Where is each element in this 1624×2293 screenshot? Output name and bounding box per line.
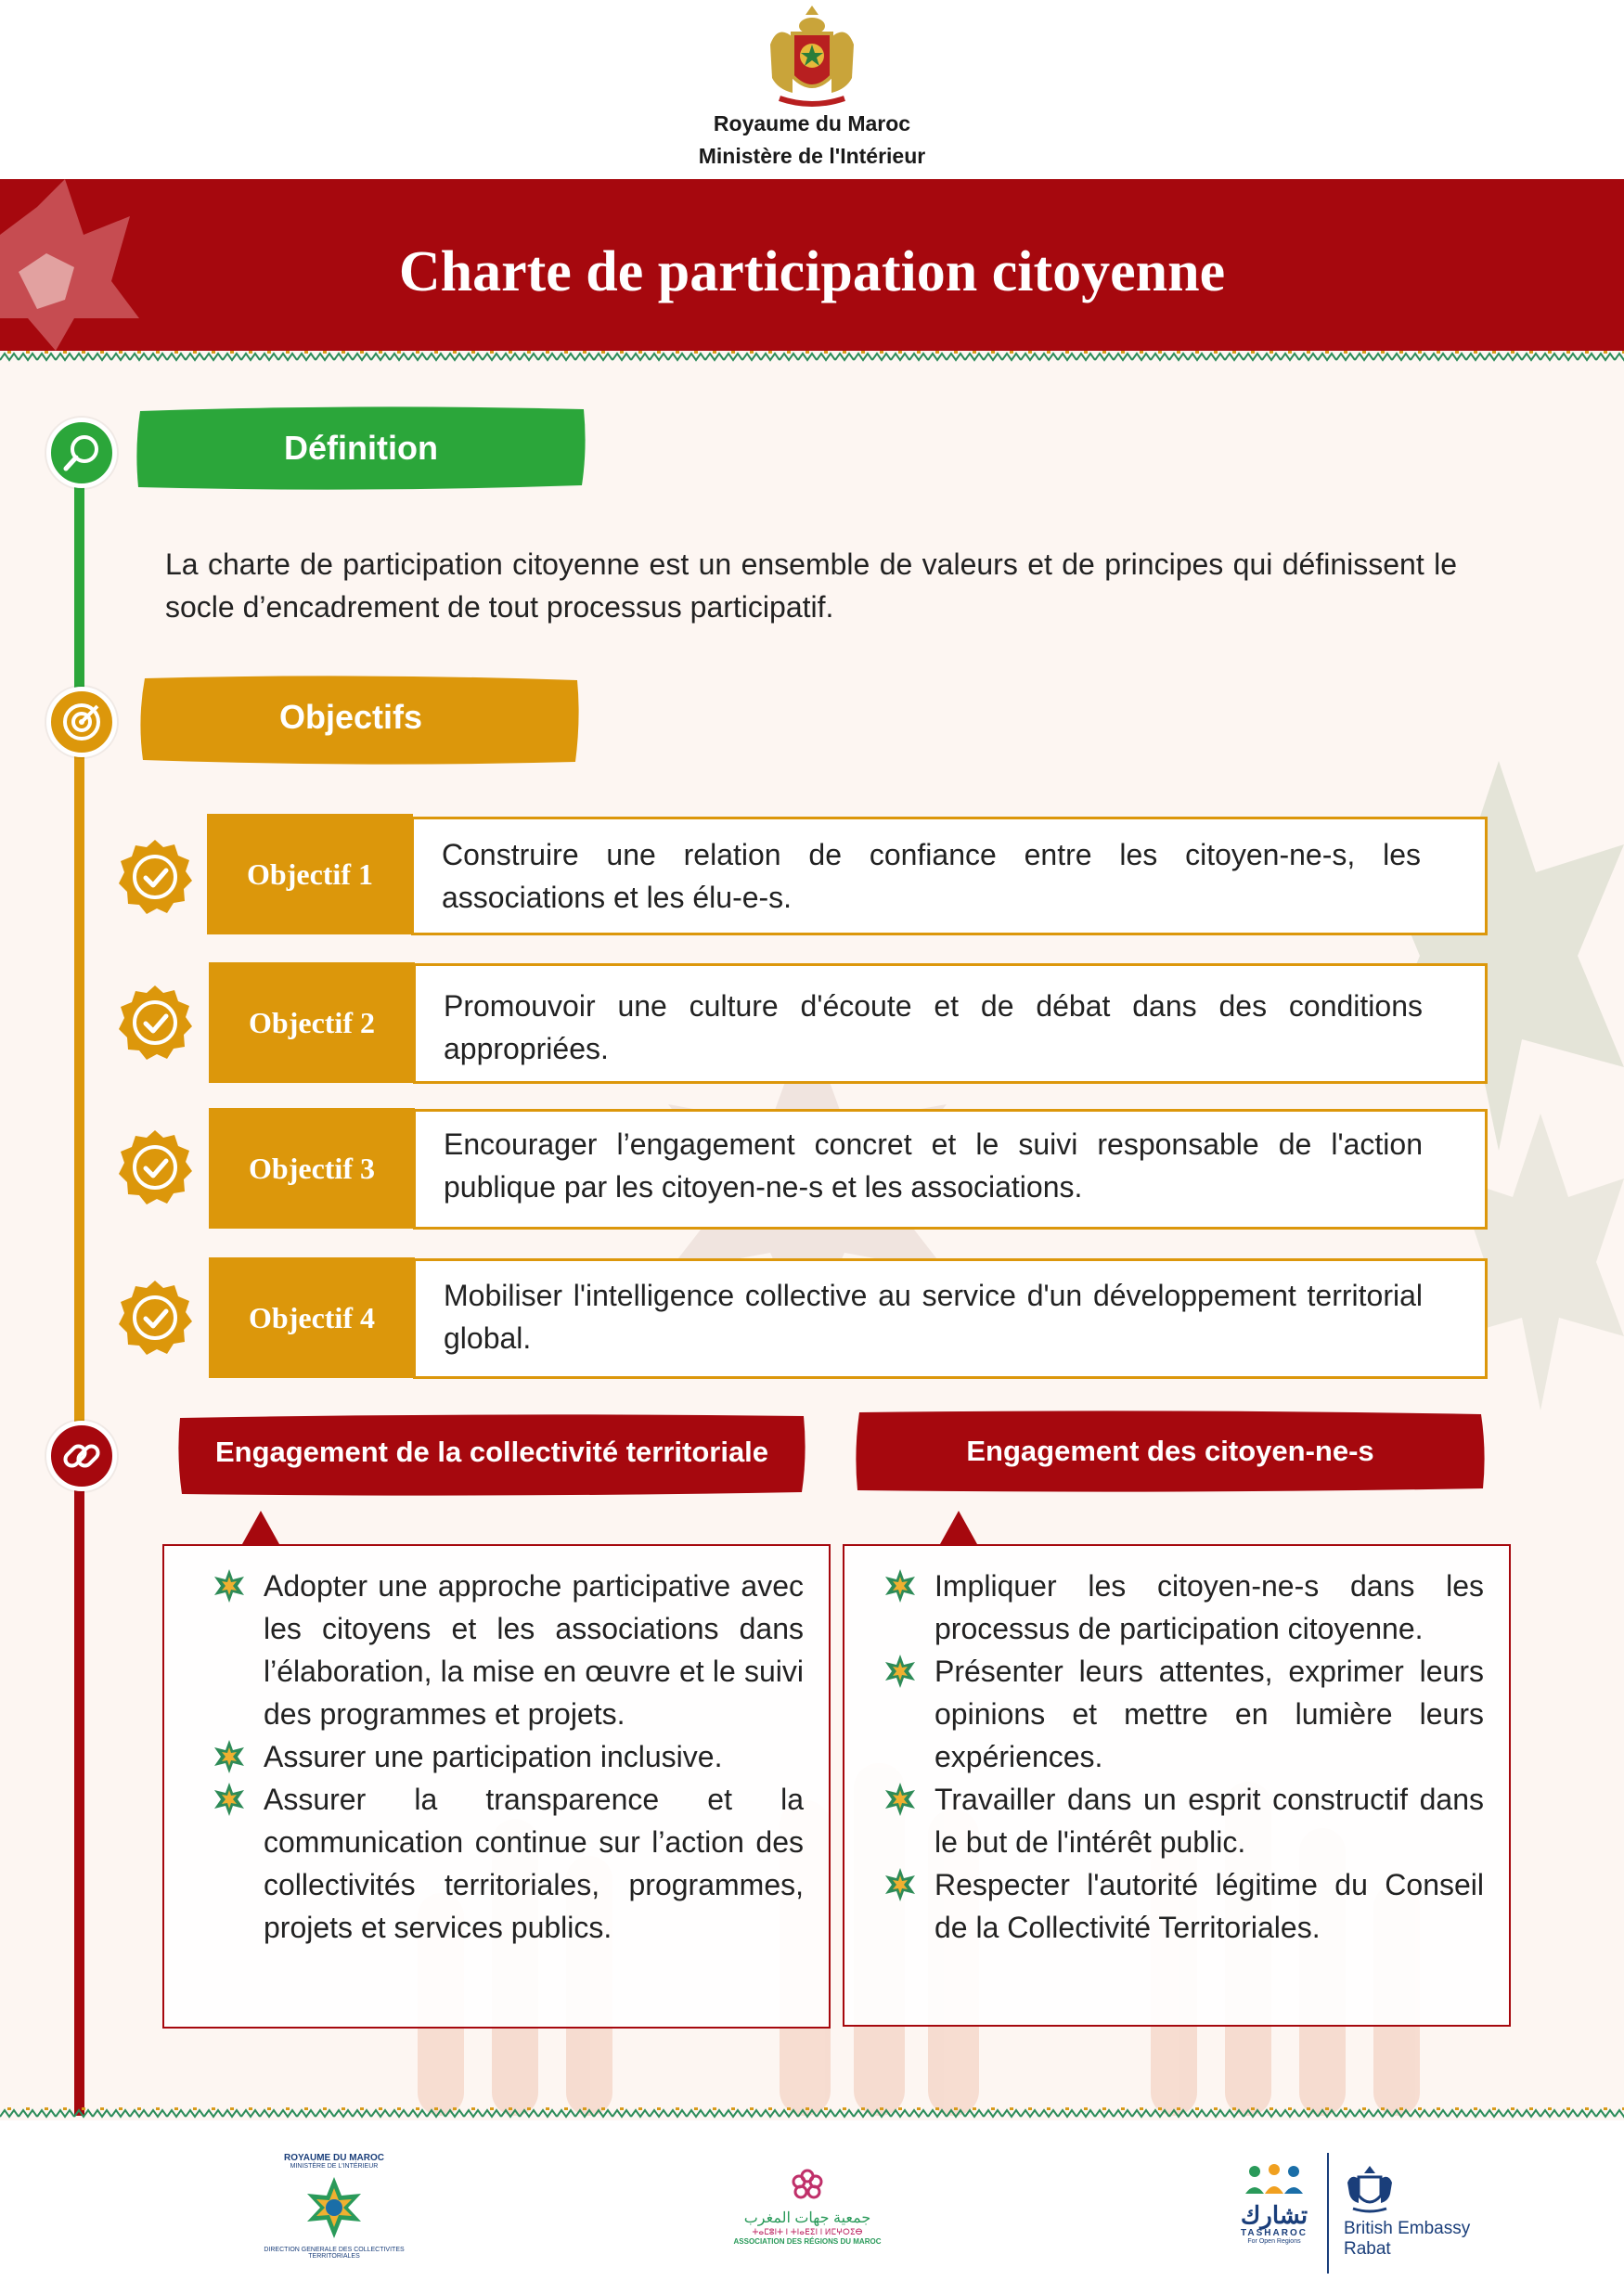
list-item: Adopter une approche participative avec les citoyens et les associations dans l’élaboration, la mise en œuvre et le suivi des programmes et projets. <box>212 1565 804 1735</box>
objective-4-label: Objectif 4 <box>209 1257 415 1378</box>
timeline-line-green <box>74 464 84 691</box>
royal-arms-icon <box>1344 2162 1396 2214</box>
objective-2-label: Objectif 2 <box>209 962 415 1083</box>
objective-4-text: Mobiliser l'intelligence collective au service d'un développement territorial global. <box>444 1279 1423 1355</box>
link-icon <box>46 1421 117 1491</box>
star-bullet-icon <box>883 1867 918 1902</box>
footer <box>0 2120 1624 2293</box>
ministry-logo: ROYAUME DU MAROC MINISTÈRE DE L'INTÉRIEUR DIRECTION GENERALE DES COLLECTIVITES TERRITORIALES <box>264 2153 405 2260</box>
association-regions-logo: جمعية جهات المغرب ⵜⴰⵎⵓⵏⵜ ⵏ ⵜⵏⴰⴹⵉⵏ ⵏ ⵍⵎⵖⵔⵉⴱ ASSOCIATION DES RÉGIONS DU MAROC <box>715 2167 900 2246</box>
list-item: Respecter l'autorité légitime du Conseil de la Collectivité Territoriales. <box>883 1863 1484 1949</box>
list-item: Assurer la transparence et la communication continue sur l’action des collectivités territoriales, programmes, projets et services publics. <box>212 1778 804 1949</box>
collectivity-list <box>212 1565 804 1949</box>
timeline-line-red <box>74 1485 84 2116</box>
star-bullet-icon <box>883 1654 918 1689</box>
list-item: Assurer une participation inclusive. <box>212 1735 804 1778</box>
star-bullet-icon <box>883 1568 918 1604</box>
objective-2-text: Promouvoir une culture d'écoute et de débat dans des conditions appropriées. <box>444 989 1423 1065</box>
header-ministry: Ministère de l'Intérieur <box>698 144 926 168</box>
people-icon <box>1242 2162 1307 2197</box>
list-item: Travailler dans un esprit constructif dans le but de l'intérêt public. <box>883 1778 1484 1863</box>
flower-icon <box>789 2167 826 2204</box>
pointer-triangle-icon <box>242 1511 279 1544</box>
collectivity-heading: Engagement de la collectivité territoriale <box>214 1436 769 1468</box>
pointer-triangle-icon <box>940 1511 977 1544</box>
check-badge-icon <box>116 1128 194 1206</box>
check-badge-icon <box>116 984 194 1062</box>
objective-3-text: Encourager l’engagement concret et le suivi responsable de l'action publique par les citoyen-ne-s et les associations. <box>444 1127 1423 1204</box>
objective-1-label: Objectif 1 <box>207 814 413 934</box>
target-icon <box>46 687 117 757</box>
star-bullet-icon <box>883 1782 918 1817</box>
citizens-box <box>843 1544 1511 2027</box>
british-embassy-logo: British Embassy Rabat <box>1344 2162 1483 2260</box>
search-icon <box>46 418 117 488</box>
citizens-list <box>883 1565 1484 1949</box>
decorative-border <box>0 351 1624 364</box>
page-title: Charte de participation citoyenne <box>398 240 1226 303</box>
citizens-heading: Engagement des citoyen-ne-s <box>966 1435 1374 1467</box>
header-country: Royaume du Maroc <box>713 111 911 135</box>
collectivity-box <box>162 1544 831 2029</box>
dgct-star-icon <box>302 2175 367 2240</box>
list-item: Impliquer les citoyen-ne-s dans les processus de participation citoyenne. <box>883 1565 1484 1650</box>
decorative-border <box>0 2107 1624 2120</box>
star-bullet-icon <box>212 1782 247 1817</box>
definition-text: La charte de participation citoyenne est un ensemble de valeurs et de principes qui définissent le socle d’encadrement de tout processus participatif. <box>165 547 1457 624</box>
objective-3-label: Objectif 3 <box>209 1108 415 1229</box>
definition-heading: Définition <box>284 429 438 467</box>
logo-divider <box>1327 2153 1329 2274</box>
objective-1-text: Construire une relation de confiance entre les citoyen-ne-s, les associations et les élu-e-s. <box>442 838 1421 914</box>
star-bullet-icon <box>212 1568 247 1604</box>
check-badge-icon <box>116 1279 194 1357</box>
objectifs-heading: Objectifs <box>278 698 423 736</box>
star-bullet-icon <box>212 1739 247 1774</box>
tasharoc-logo: تشارك TASHAROC For Open Regions <box>1223 2162 1325 2245</box>
timeline-line-gold <box>74 733 84 1438</box>
list-item: Présenter leurs attentes, exprimer leurs opinions et mettre en lumière leurs expériences. <box>883 1650 1484 1778</box>
coat-of-arms-icon <box>759 0 865 109</box>
check-badge-icon <box>116 838 194 916</box>
